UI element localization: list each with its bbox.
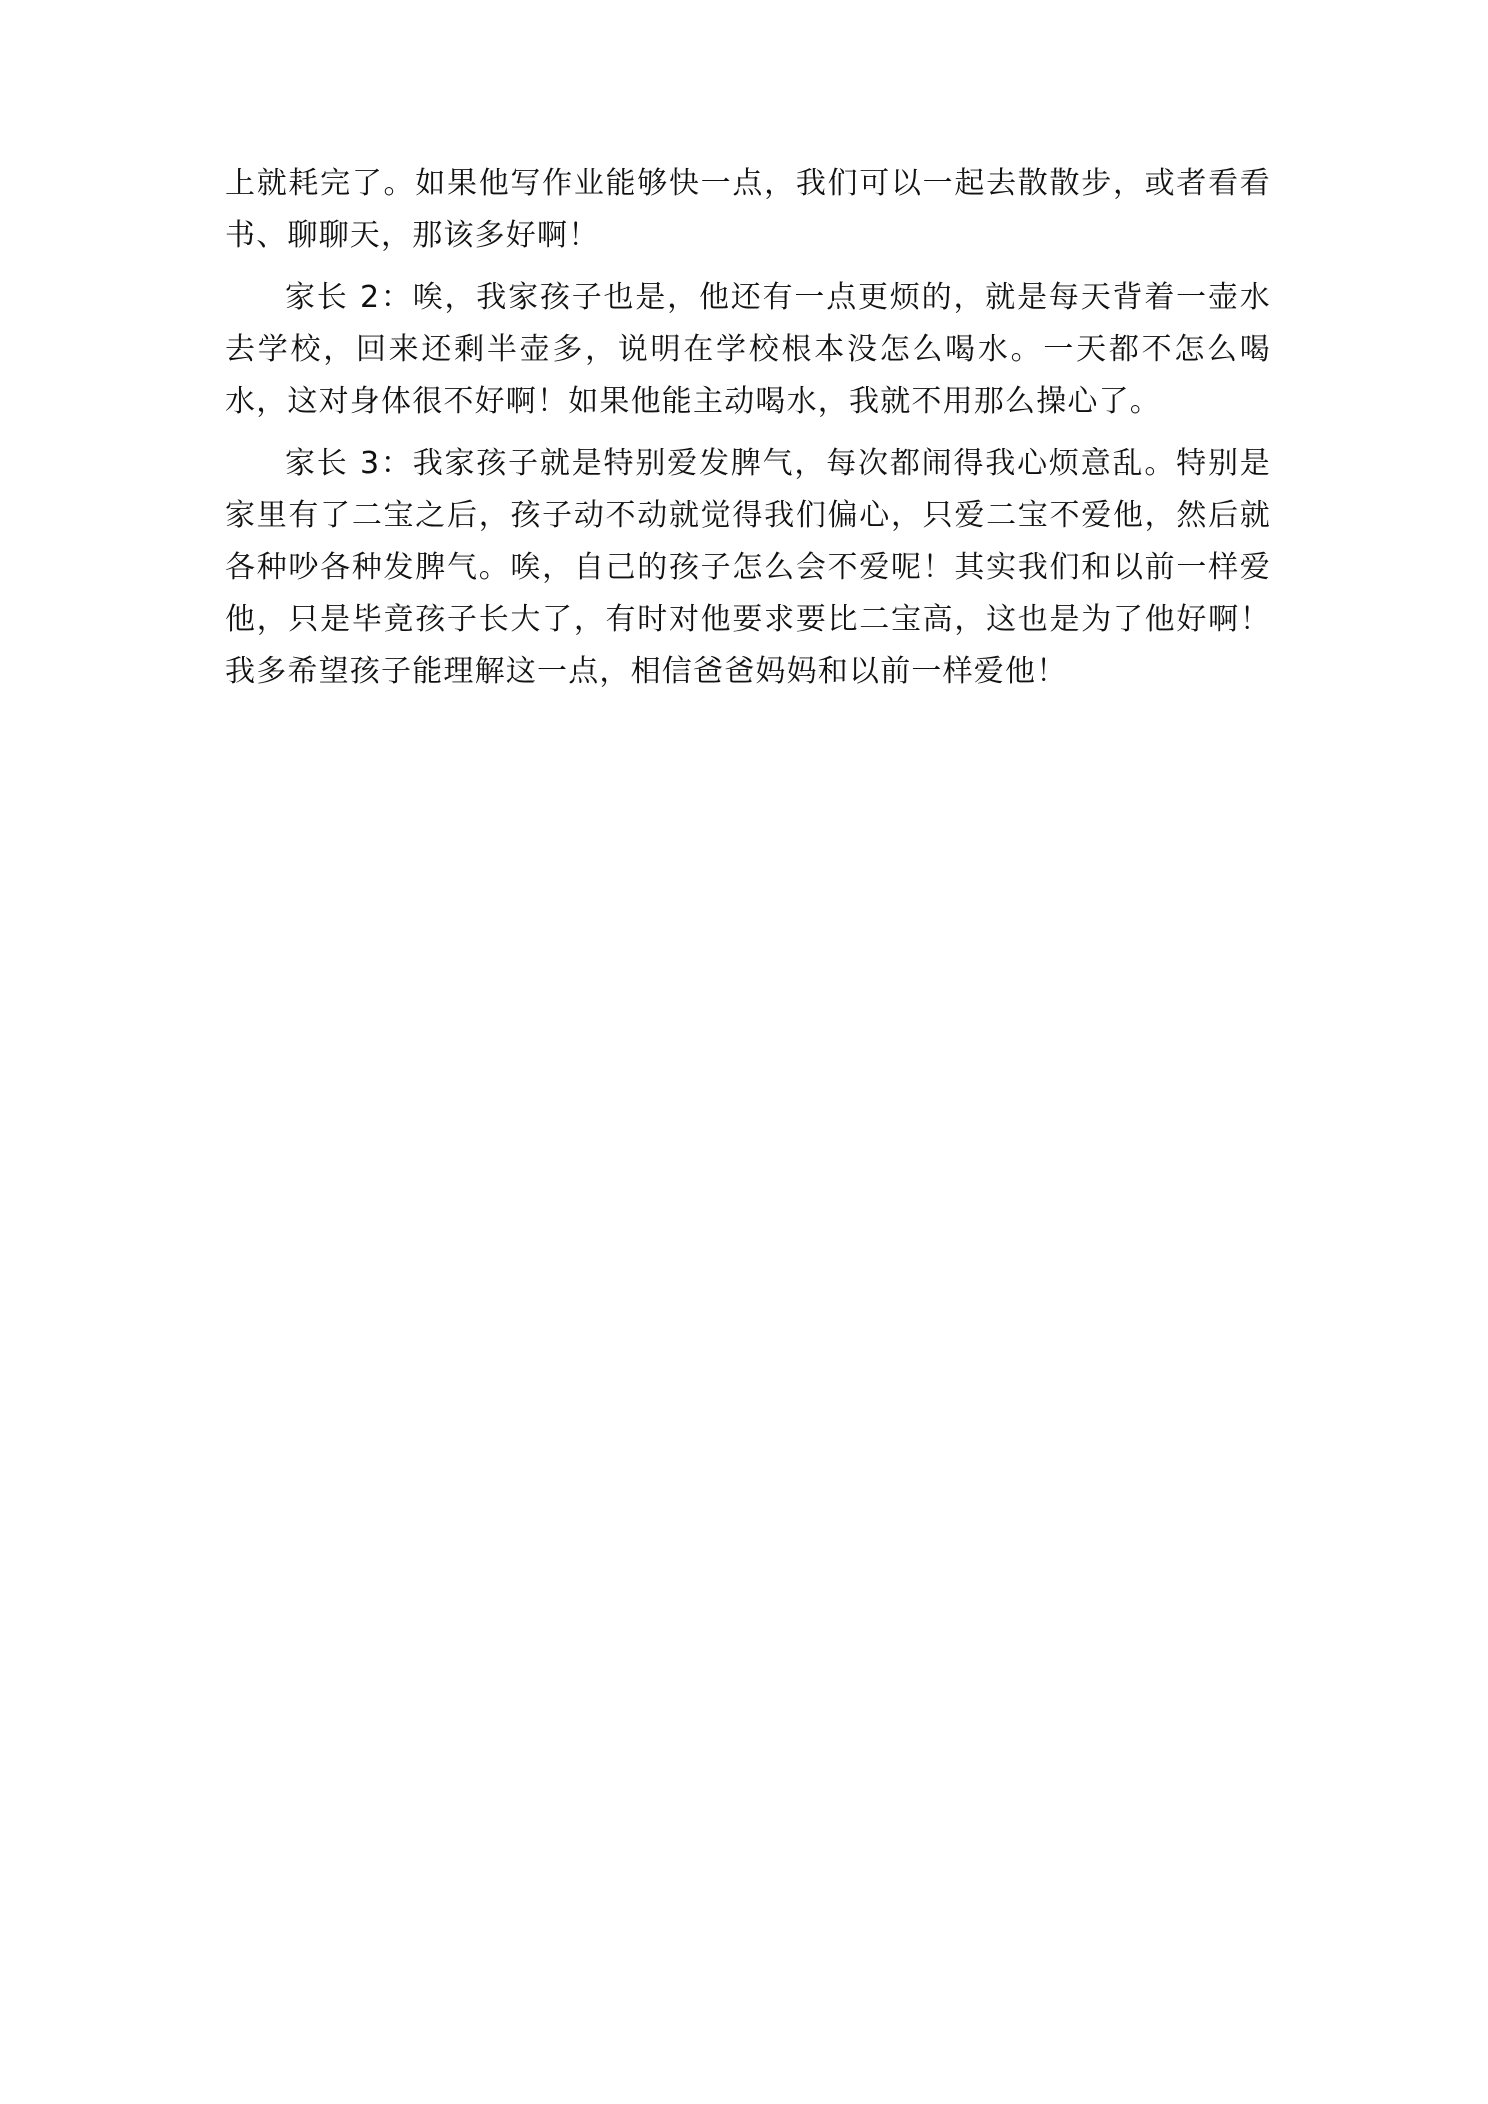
paragraph-text: 上就耗完了。如果他写作业能够快一点，我们可以一起去散散步，或者看看书、聊聊天，那该多好啊！ <box>225 166 1271 253</box>
speaker-label: 家长 2： <box>285 280 413 315</box>
paragraph-text: 唉，我家孩子也是，他还有一点更烦的，就是每天背着一壶水去学校，回来还剩半壶多，说明在学校根本没怎么喝水。一天都不怎么喝水，这对身体很不好啊！如果他能主动喝水，我就不用那么操心了。 <box>225 280 1271 419</box>
paragraph-continuation <box>225 158 1271 262</box>
paragraph-text: 我家孩子就是特别爱发脾气，每次都闹得我心烦意乱。特别是家里有了二宝之后，孩子动不动就觉得我们偏心，只爱二宝不爱他，然后就各种吵各种发脾气。唉，自己的孩子怎么会不爱呢！其实我们和以前一样爱他，只是毕竟孩子长大了，有时对他要求要比二宝高，这也是为了他好啊！我多希望孩子能理解这一点，相信爸爸妈妈和以前一样爱他！ <box>225 446 1271 689</box>
document-body <box>225 158 1271 708</box>
speaker-label: 家长 3： <box>285 446 413 481</box>
paragraph-parent-2 <box>225 272 1271 428</box>
paragraph-parent-3 <box>225 438 1271 698</box>
